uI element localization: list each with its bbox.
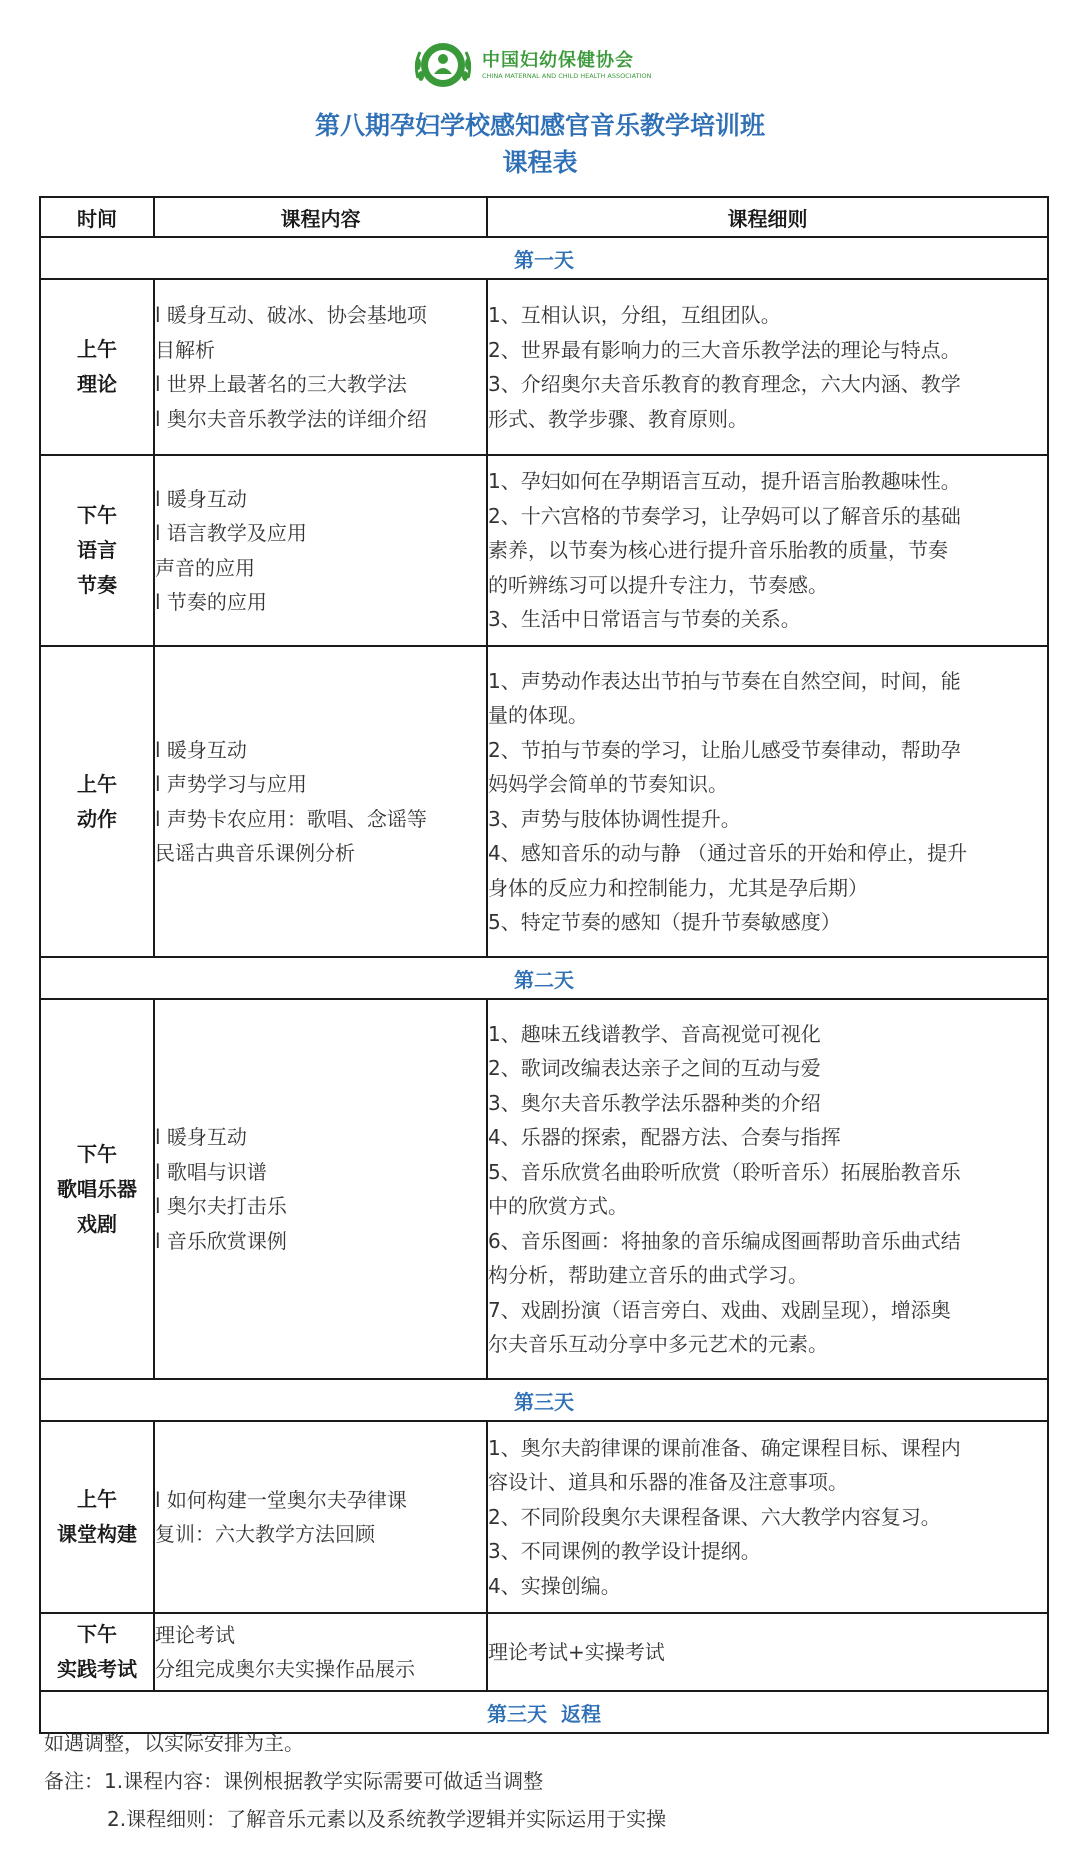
table-row <box>40 455 1048 646</box>
closing-label: 第三天 返程 <box>40 1691 1048 1733</box>
content-line: l 语言教学及应用 <box>155 521 307 545</box>
content-line: l 世界上最著名的三大教学法 <box>155 372 407 396</box>
time-line: 歌唱乐器 <box>57 1176 137 1201</box>
content-line: l 暖身互动 <box>155 1125 247 1149</box>
detail-line: 3、生活中日常语言与节奏的关系。 <box>488 607 801 632</box>
content-cell <box>154 646 487 957</box>
time-line: 下午 <box>77 1622 117 1646</box>
content-line: l 暖身互动、破冰、协会基地项 <box>155 303 427 327</box>
day-row <box>40 237 1048 279</box>
detail-line: 2、歌词改编表达亲子之间的互动与爱 <box>488 1056 821 1080</box>
table-header-row <box>40 197 1048 237</box>
schedule-table <box>39 196 1049 1734</box>
detail-line: 形式、教学步骤、教育原则。 <box>488 406 748 431</box>
detail-line: 6、音乐图画：将抽象的音乐编成图画帮助音乐曲式结 <box>488 1228 961 1253</box>
logo-cn-text: 中国妇幼保健协会 <box>482 49 634 71</box>
time-line: 实践考试 <box>57 1657 137 1681</box>
content-cell <box>154 1613 487 1691</box>
content-cell <box>154 1421 487 1613</box>
content-line: 民谣古典音乐课例分析 <box>155 841 355 865</box>
day-label-2: 第二天 <box>40 957 1048 999</box>
header-details: 课程细则 <box>487 197 1048 237</box>
detail-line: 1、趣味五线谱教学、音高视觉可视化 <box>488 1021 821 1046</box>
detail-line: 尔夫音乐互动分享中多元艺术的元素。 <box>488 1332 828 1356</box>
time-cell <box>40 999 154 1379</box>
detail-line: 3、介绍奥尔夫音乐教育的教育理念，六大内涵、教学 <box>488 372 961 396</box>
detail-line: 中的欣赏方式。 <box>488 1194 628 1218</box>
detail-line: 3、声势与肢体协调性提升。 <box>488 806 741 831</box>
page-subtitle: 课程表 <box>502 148 578 177</box>
detail-cell <box>487 999 1048 1379</box>
detail-line: 容设计、道具和乐器的准备及注意事项。 <box>488 1470 848 1495</box>
detail-line: 2、十六宫格的节奏学习，让孕妈可以了解音乐的基础 <box>488 503 961 528</box>
content-line: 复训：六大教学方法回顾 <box>155 1522 375 1546</box>
detail-line: 2、世界最有影响力的三大音乐教学法的理论与特点。 <box>488 337 961 362</box>
content-line: l 节奏的应用 <box>155 590 267 614</box>
detail-line: 4、乐器的探索，配器方法、合奏与指挥 <box>488 1125 841 1149</box>
detail-cell <box>487 1613 1048 1691</box>
content-line: 分组完成奥尔夫实操作品展示 <box>155 1657 415 1681</box>
content-cell <box>154 455 487 646</box>
time-line: 下午 <box>77 1141 117 1166</box>
detail-line: 身体的反应力和控制能力，尤其是孕后期） <box>488 875 868 900</box>
header-time: 时间 <box>40 197 154 237</box>
content-line: l 奥尔夫打击乐 <box>155 1194 287 1218</box>
detail-line: 3、奥尔夫音乐教学法乐器种类的介绍 <box>488 1090 821 1115</box>
time-cell <box>40 455 154 646</box>
content-cell <box>154 999 487 1379</box>
detail-line: 素养，以节奏为核心进行提升音乐胎教的质量，节奏 <box>488 538 948 563</box>
time-cell <box>40 1421 154 1613</box>
detail-line: 4、实操创编。 <box>488 1573 621 1598</box>
detail-line: 1、声势动作表达出节拍与节奏在自然空间，时间，能 <box>488 668 961 693</box>
time-line: 动作 <box>77 806 117 831</box>
day-label-1: 第一天 <box>40 237 1048 279</box>
content-line: 声音的应用 <box>155 555 255 580</box>
time-line: 下午 <box>77 503 117 527</box>
detail-cell <box>487 646 1048 957</box>
header-content: 课程内容 <box>154 197 487 237</box>
day-row <box>40 1379 1048 1421</box>
detail-line: 5、特定节奏的感知（提升节奏敏感度） <box>488 910 841 934</box>
time-line: 戏剧 <box>77 1211 117 1236</box>
detail-line: 的听辨练习可以提升专注力，节奏感。 <box>488 572 828 597</box>
content-line: l 歌唱与识谱 <box>155 1159 267 1184</box>
note-line: 2.课程细则：了解音乐元素以及系统教学逻辑并实际运用于实操 <box>107 1807 667 1831</box>
note-line: 如遇调整，以实际安排为主。 <box>44 1731 304 1755</box>
table-row <box>40 646 1048 957</box>
logo <box>412 34 672 96</box>
detail-line: 7、戏剧扮演（语言旁白、戏曲、戏剧呈现），增添奥 <box>488 1297 951 1322</box>
detail-line: 2、不同阶段奥尔夫课程备课、六大教学内容复习。 <box>488 1504 941 1529</box>
content-line: l 如何构建一堂奥尔夫孕律课 <box>155 1487 407 1512</box>
time-line: 语言 <box>77 538 117 562</box>
detail-line: 1、奥尔夫韵律课的课前准备、确定课程目标、课程内 <box>488 1435 961 1460</box>
detail-cell <box>487 279 1048 455</box>
detail-line: 4、感知音乐的动与静 （通过音乐的开始和停止，提升 <box>488 841 968 865</box>
time-cell <box>40 1613 154 1691</box>
page-title: 第八期孕妇学校感知感官音乐教学培训班 <box>314 111 765 140</box>
detail-line: 1、孕妇如何在孕期语言互动，提升语言胎教趣味性。 <box>488 469 961 494</box>
time-line: 上午 <box>77 1487 117 1511</box>
content-line: l 音乐欣赏课例 <box>155 1228 287 1253</box>
detail-line: 5、音乐欣赏名曲聆听欣赏（聆听音乐）拓展胎教音乐 <box>488 1159 961 1184</box>
detail-cell <box>487 455 1048 646</box>
content-line: l 暖身互动 <box>155 737 247 762</box>
time-line: 上午 <box>77 771 117 796</box>
time-line: 课堂构建 <box>57 1522 137 1546</box>
notes <box>44 1724 666 1838</box>
table-row <box>40 999 1048 1379</box>
time-cell <box>40 279 154 455</box>
content-line: l 暖身互动 <box>155 486 247 511</box>
content-line: l 声势卡农应用：歌唱、念谣等 <box>155 806 427 831</box>
time-line: 上午 <box>77 337 117 361</box>
time-line: 节奏 <box>77 573 117 597</box>
content-line: 目解析 <box>155 337 215 362</box>
detail-line: 1、互相认识，分组，互组团队。 <box>488 303 781 327</box>
cmca-emblem-icon <box>412 34 474 96</box>
day-label-3: 第三天 <box>40 1379 1048 1421</box>
detail-line: 2、节拍与节奏的学习，让胎儿感受节奏律动，帮助孕 <box>488 737 961 762</box>
detail-line: 妈妈学会简单的节奏知识。 <box>488 772 728 796</box>
logo-en-text: CHINA MATERNAL AND CHILD HEALTH ASSOCIATION <box>482 71 652 80</box>
content-line: 理论考试 <box>155 1622 235 1647</box>
detail-line: 3、不同课例的教学设计提纲。 <box>488 1539 761 1564</box>
content-line: l 奥尔夫音乐教学法的详细介绍 <box>155 406 427 431</box>
note-line: 备注：1.课程内容：课例根据教学实际需要可做适当调整 <box>44 1769 544 1793</box>
detail-line: 量的体现。 <box>488 703 588 727</box>
table-row <box>40 1421 1048 1613</box>
detail-line: 理论考试+实操考试 <box>488 1639 665 1664</box>
detail-cell <box>487 1421 1048 1613</box>
time-line: 理论 <box>77 372 117 396</box>
table-row <box>40 1613 1048 1691</box>
table-row <box>40 279 1048 455</box>
day-row <box>40 957 1048 999</box>
detail-line: 构分析，帮助建立音乐的曲式学习。 <box>488 1263 808 1287</box>
content-cell <box>154 279 487 455</box>
time-cell <box>40 646 154 957</box>
content-line: l 声势学习与应用 <box>155 772 307 796</box>
